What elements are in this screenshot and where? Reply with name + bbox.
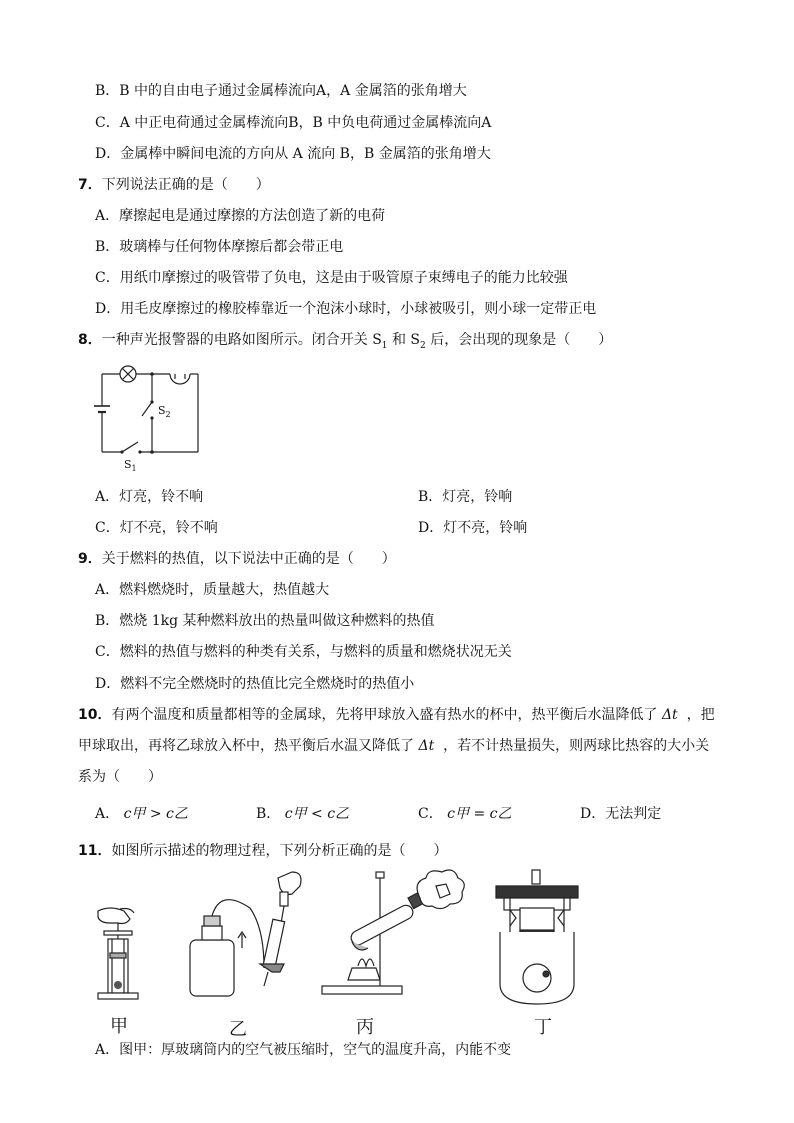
q10-option-c: C． c甲 = c乙 [418,806,512,822]
q7-option-a: A．摩擦起电是通过摩擦的方法创造了新的电荷 [95,208,386,224]
q10-option-a-math: c甲 > c乙 [123,806,188,822]
q8-stem-line [78,330,612,356]
fig-yi-bottle-pump [180,868,310,1003]
fig-bing-heated-test-tube [318,868,468,1003]
q8-stem-part2: 和 S [387,332,421,348]
q10-delta-t-2: Δt [418,738,435,754]
q8-circuit-diagram [90,362,210,474]
q10-option-c-math: c甲 = c乙 [447,806,512,822]
q7-number: 7． [78,177,102,193]
q11-number: 11． [78,843,112,859]
q6-option-c: C．A 中正电荷通过金属棒流向B，B 中负电荷通过金属棒流向A [95,115,492,131]
q7-option-b: B．玻璃棒与任何物体摩擦后都会带正电 [95,239,344,255]
q6-option-d: D．金属棒中瞬间电流的方向从 A 流向 B，B 金属箔的张角增大 [95,146,491,162]
q6-option-b: B．B 中的自由电子通过金属棒流向A，A 金属箔的张角增大 [95,83,467,99]
q9-option-a: A．燃料燃烧时，质量越大，热值越大 [95,582,330,598]
q10-delta-t-1: Δt [661,707,678,723]
q10-option-b: B． c甲 < c乙 [256,806,350,822]
fig-caption-yi: 乙 [229,1019,247,1040]
q8-stem-part1: 一种声光报警器的电路如图所示。闭合开关 S [101,332,382,348]
switch-s2-label: $S_2$ [158,404,171,419]
q10-stem-line3: 系为（ ） [78,769,162,785]
q10-stem-line2 [78,736,709,756]
switch-s1-label: $S_1$ [124,458,137,473]
q10-line2-end: ，若不计热量损失，则两球比热容的大小关 [443,738,710,754]
q11-option-a: A．图甲：厚玻璃筒内的空气被压缩时，空气的温度升高，内能不变 [95,1042,512,1058]
q8-stem-sub1: 1 [381,340,388,351]
q8-option-a: A．灯亮，铃不响 [95,489,204,505]
fig-caption-jia: 甲 [110,1016,128,1037]
fig-caption-ding: 丁 [534,1017,552,1038]
q8-number: 8． [78,332,102,348]
q9-number: 9． [78,551,102,567]
q10-number: 10． [78,707,112,723]
q10-line1-end: ，把 [686,707,715,723]
fig-jia-compression-cylinder [90,905,146,1005]
q10-option-a: A． c甲 > c乙 [95,806,188,822]
q10-stem-line1 [78,705,715,725]
q8-option-c: C．灯不亮，铃不响 [95,520,218,536]
fig-caption-bing: 丙 [356,1017,374,1038]
fig-ding-engine-cylinder [490,868,585,1008]
q7-stem-line [78,175,270,195]
q10-option-d: D．无法判定 [580,806,662,822]
q10-line1-text: 有两个温度和质量都相等的金属球，先将甲球放入盛有热水的杯中，热平衡后水温降低了 [111,707,658,723]
q8-option-b: B．灯亮，铃响 [418,489,513,505]
q10-option-b-math: c甲 < c乙 [284,806,350,822]
bell-icon [170,374,190,384]
q11-stem: 如图所示描述的物理过程，下列分析正确的是（ ） [111,843,448,859]
q9-option-c: C．燃料的热值与燃料的种类有关系，与燃料的质量和燃烧状况无关 [95,644,512,660]
q10-line2-text: 甲球取出，再将乙球放入杯中，热平衡后水温又降低了 [78,738,414,754]
q9-option-b: B．燃烧 1kg 某种燃料放出的热量叫做这种燃料的热值 [95,613,435,629]
q7-option-c: C．用纸巾摩擦过的吸管带了负电，这是由于吸管原子束缚电子的能力比较强 [95,270,568,286]
q7-stem: 下列说法正确的是（ ） [101,177,270,193]
q9-option-d: D．燃料不完全燃烧时的热值比完全燃烧时的热值小 [95,676,415,692]
q9-stem: 关于燃料的热值，以下说法中正确的是（ ） [101,551,396,567]
q11-stem-line [78,841,447,861]
q9-stem-line [78,549,396,569]
q8-stem-part3: 后，会出现的现象是（ ） [425,332,613,348]
q7-option-d: D．用毛皮摩擦过的橡胶棒靠近一个泡沫小球时，小球被吸引，则小球一定带正电 [95,301,597,317]
q8-option-d: D．灯不亮，铃响 [418,520,528,536]
q8-stem-sub2: 2 [420,340,426,351]
